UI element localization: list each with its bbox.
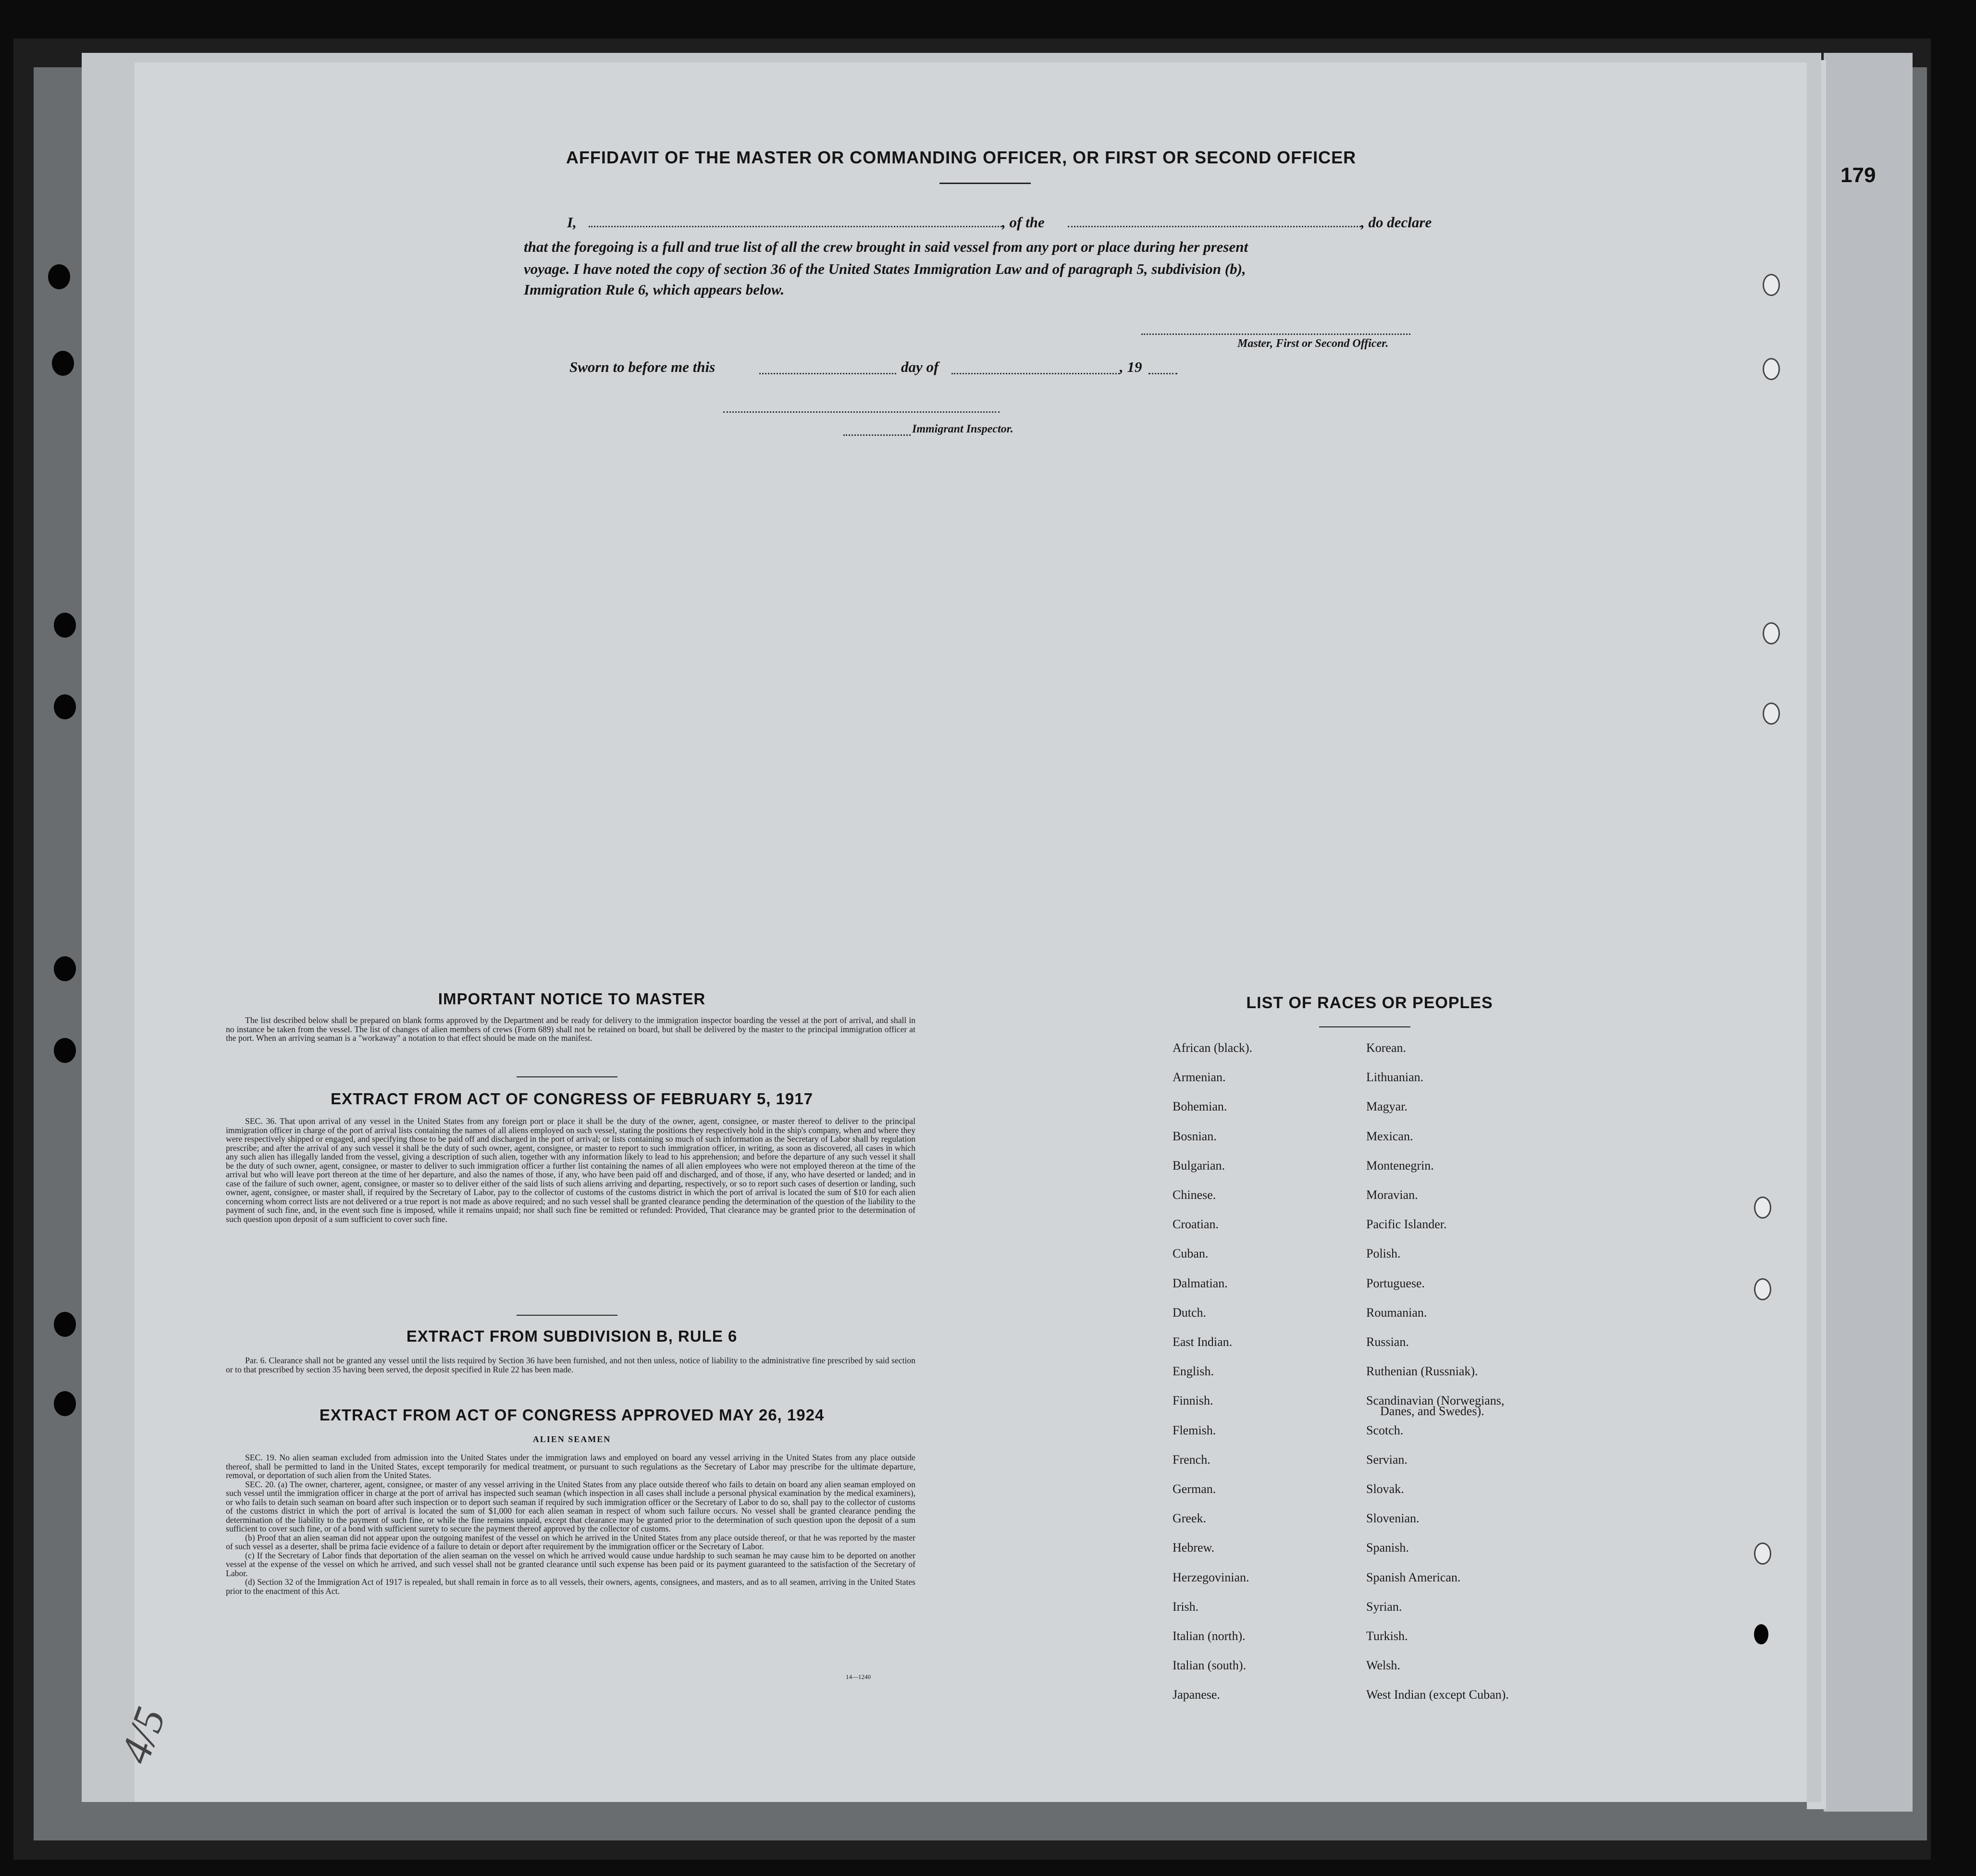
race-item: Herzegovinian. [1173, 1570, 1249, 1584]
race-item: Croatian. [1173, 1217, 1219, 1232]
form-number: 14—1240 [846, 1673, 871, 1680]
race-item: Bulgarian. [1173, 1158, 1225, 1172]
binder-hole [54, 613, 76, 638]
inspector-caption: Immigrant Inspector. [912, 423, 1013, 435]
race-item: Japanese. [1173, 1688, 1220, 1702]
affidavit-line-3: voyage. I have noted the copy of section 36 of the United States Immigration Law and of paragraph 5, subdivision (b), [524, 260, 1246, 277]
race-item: Turkish. [1366, 1629, 1408, 1643]
binder-hole [1754, 1624, 1768, 1644]
handwritten-note: 4/5 [111, 1701, 175, 1770]
race-item: Dutch. [1173, 1305, 1207, 1320]
binder-hole [1763, 358, 1780, 380]
race-item: English. [1173, 1364, 1214, 1379]
extract-rule6-heading: EXTRACT FROM SUBDIVISION B, RULE 6 [406, 1327, 738, 1345]
binder-hole [54, 1312, 76, 1337]
race-item: Moravian. [1366, 1188, 1418, 1202]
race-item: Welsh. [1366, 1658, 1400, 1673]
extract-1924-body [226, 1453, 915, 1595]
notice-body: The list described below shall be prepared on blank forms approved by the Department and be ready for delivery to the immigration inspector boarding the vessel at the port of arrival, and shall in no instance be taken from the vessel. The list of changes of alien members of crews (Form 689) shall not be retained on board, but shall be delivered by the master to the principal immigration officer at the port. When an arriving seaman is a "workaway" a notation to that effect should be made on the manifest. [226, 1015, 915, 1043]
sworn-text: Sworn to before me this [569, 358, 716, 375]
race-item: Syrian. [1366, 1599, 1402, 1614]
race-item: Portuguese. [1366, 1276, 1425, 1290]
binder-hole [1763, 703, 1780, 725]
binder-hole [1763, 622, 1780, 644]
title-rule [939, 183, 1031, 184]
race-item: Italian (north). [1173, 1629, 1246, 1643]
binder-hole [54, 1038, 76, 1063]
race-item: Scotch. [1366, 1423, 1404, 1437]
race-item: Hebrew. [1173, 1541, 1215, 1555]
sworn-year: , 19 [1120, 358, 1142, 375]
race-item: Dalmatian. [1173, 1276, 1228, 1290]
master-signature-line[interactable] [1141, 333, 1410, 335]
race-item: Slovenian. [1366, 1511, 1420, 1526]
binder-hole [54, 956, 76, 981]
race-item: Spanish. [1366, 1541, 1409, 1555]
race-item: Bohemian. [1173, 1099, 1227, 1114]
race-item: Polish. [1366, 1247, 1401, 1261]
page-edge-strip [1824, 53, 1913, 1812]
race-item: Lithuanian. [1366, 1070, 1424, 1085]
master-signature-caption: Master, First or Second Officer. [1237, 337, 1389, 350]
race-item: French. [1173, 1452, 1210, 1467]
race-item: Korean. [1366, 1041, 1407, 1055]
vessel-blank[interactable] [1068, 226, 1361, 227]
day-blank[interactable] [759, 373, 896, 374]
affidavit-line-1-end: , do declare [1361, 214, 1432, 231]
race-item: Magyar. [1366, 1099, 1408, 1114]
affidavit-line-1-start: I, [567, 214, 577, 231]
race-item: Spanish American. [1366, 1570, 1461, 1584]
race-item: Chinese. [1173, 1188, 1216, 1202]
race-item: East Indian. [1173, 1335, 1233, 1349]
race-item: Greek. [1173, 1511, 1207, 1526]
binder-hole [54, 1391, 76, 1416]
extract-1924-paragraph: SEC. 19. No alien seaman excluded from admission into the United States under the immigration laws and employed on board any vessel arriving in the United States from any place outside thereof, shall be permitted to land in the United States, except temporarily for medical treatment, or pursuant to such regulations as the Secretary of Labor may prescribe for the ultimate departure, removal, or deportation of such alien from the United States. [226, 1453, 915, 1480]
race-item: Irish. [1173, 1599, 1199, 1614]
affidavit-line-4: Immigration Rule 6, which appears below. [524, 281, 785, 298]
month-blank[interactable] [951, 373, 1120, 374]
inspector-caption-leader [843, 434, 911, 436]
race-item-continuation: Danes, and Swedes). [1380, 1404, 1484, 1418]
binder-hole [1754, 1197, 1771, 1219]
extract-1917-heading: EXTRACT FROM ACT OF CONGRESS OF FEBRUARY 5, 1917 [331, 1090, 813, 1108]
race-item: Armenian. [1173, 1070, 1226, 1085]
race-item: Pacific Islander. [1366, 1217, 1447, 1232]
extract-1924-heading: EXTRACT FROM ACT OF CONGRESS APPROVED MAY 26, 1924 [319, 1406, 825, 1424]
section-rule [517, 1076, 618, 1077]
race-item: Montenegrin. [1366, 1158, 1434, 1172]
page-number: 179 [1840, 163, 1876, 187]
race-item: Slovak. [1366, 1482, 1404, 1496]
binder-hole [1754, 1543, 1771, 1565]
race-item: Scandinavian (Norwegians, [1366, 1394, 1505, 1408]
affidavit-title: AFFIDAVIT OF THE MASTER OR COMMANDING OFFICER, OR FIRST OR SECOND OFFICER [566, 148, 1357, 167]
binder-hole [48, 264, 70, 289]
section-rule [517, 1315, 618, 1316]
extract-1917-body: SEC. 36. That upon arrival of any vessel in the United States from any foreign port or place it shall be the duty of the owner, agent, consignee, or master thereof to deliver to the principal immigration officer in charge of the port of arrival lists containing the names of all aliens employed on such vessel, stating the positions they respectively hold in the ship's company, when and where they were respectively shipped or engaged, and specifying those to be paid off and discharged in the port of arrival; or lists containing so much of such information as the Secretary of Labor shall by regulation prescribe; and after the arrival of any such vessel it shall be the duty of such owner, agent, consignee, or master to report to such immigration officer, in writing, as soon as discovered, all cases in which any such alien has illegally landed from the vessel, giving a description of such alien, together with any information likely to lead to his apprehension; and before the departure of any such vessel it shall be the duty of such owner, agent, consignee, or master to deliver to such immigration officer a further list containing the names of all alien employees who were not employed thereon at the time of the arrival but who will leave port thereon at the time of her departure, and also the names of those, if any, who have been paid off and discharged, and of those, if any, who have deserted or landed; and in case of the failure of such owner, agent, consignee, or master so to deliver either of the said lists of such aliens arriving and departing, respectively, or so to report such cases of desertion or landing, such owner, agent, consignee, or master shall, if required by the Secretary of Labor, pay to the collector of customs of the customs district in which the port of arrival is located the sum of $10 for each alien concerning whom correct lists are not delivered or a true report is not made as above required; and no such vessel shall be granted clearance pending the determination of the question of the liability to the payment of such fine, and, in the event such fine is imposed, while it remains unpaid; nor shall such fine be remitted or refunded: Provided, That clearance may be granted prior to the determination of such question upon deposit of a sum sufficient to cover such fine. [226, 1116, 915, 1224]
race-item: Flemish. [1173, 1423, 1216, 1437]
extract-1924-paragraph: (b) Proof that an alien seaman did not appear upon the outgoing manifest of the vessel on which he arrived in the United States from any place outside thereof, or that he was reported by the master of such vessel as a deserter, shall be prima facie evidence of a failure to detain or deport after requirement by the immigration officer or the Secretary of Labor. [226, 1532, 915, 1551]
affidavit-line-2: that the foregoing is a full and true list of all the crew brought in said vessel from any port or place during her present [524, 238, 1248, 255]
extract-rule6-body: Par. 6. Clearance shall not be granted any vessel until the lists required by Section 36 have been furnished, and not then unless, notice of liability to the administrative fine prescribed by said section or to that prescribed by section 35 having been served, the deposit specified in Rule 22 has been made. [226, 1356, 915, 1374]
sworn-day-of: day of [901, 358, 939, 375]
binder-hole [54, 694, 76, 719]
race-item: Roumanian. [1366, 1305, 1427, 1320]
race-item: Cuban. [1173, 1247, 1209, 1261]
races-heading: LIST OF RACES OR PEOPLES [1246, 994, 1493, 1012]
binder-hole [52, 351, 74, 376]
race-item: West Indian (except Cuban). [1366, 1688, 1509, 1702]
notice-heading: IMPORTANT NOTICE TO MASTER [438, 990, 706, 1008]
binder-hole [1754, 1278, 1771, 1300]
extract-1924-paragraph: SEC. 20. (a) The owner, charterer, agent, consignee, or master of any vessel arriving in the United States from any place outside thereof who fails to detain on board any alien seaman employed on such vessel until the immigration officer in charge at the port of arrival has inspected such seaman (which inspection in all cases shall include a personal physical examination by the medical examiners), or who fails to detain such seaman on board after such inspection or to deport such seaman if required by such immigration officer or the Secretary of Labor to do so, shall pay to the collector of customs of the customs district in which the port of arrival is located the sum of $1,000 for each alien seaman in respect of whom such failure occurs. No vessel shall be granted clearance pending the determination of the liability to the payment of such fine, or while the fine remains unpaid, except that clearance may be granted prior to the determination of such question upon the deposit of a sum sufficient to cover such fine, or of a bond with sufficient surety to secure the payment thereof approved by the collector of customs. [226, 1479, 915, 1533]
race-item: Bosnian. [1173, 1129, 1217, 1143]
extract-1924-subheading: ALIEN SEAMEN [532, 1434, 611, 1444]
race-item: Servian. [1366, 1452, 1408, 1467]
race-item: Ruthenian (Russniak). [1366, 1364, 1478, 1379]
race-item: African (black). [1173, 1041, 1253, 1055]
race-item: Italian (south). [1173, 1658, 1247, 1673]
name-blank[interactable] [589, 226, 1002, 227]
extract-1924-paragraph: (c) If the Secretary of Labor finds that deportation of the alien seaman on the vessel on which he arrived would cause undue hardship to such seaman he may cause him to be deported on another vessel at the expense of the vessel on which he arrived, and such vessel shall not be granted clearance until such expense has been paid or its payment guaranteed to the satisfaction of the Secretary of Labor. [226, 1550, 915, 1578]
affidavit-line-1-mid: , of the [1002, 214, 1045, 231]
race-item: German. [1173, 1482, 1216, 1496]
races-heading-rule [1319, 1026, 1410, 1027]
year-blank[interactable] [1149, 373, 1177, 374]
extract-1924-paragraph: (d) Section 32 of the Immigration Act of 1917 is repealed, but shall remain in force as to all vessels, their owners, agents, consignees, and masters, and as to all seamen, arriving in the United States prior to the enactment of this Act. [226, 1577, 915, 1596]
race-item: Russian. [1366, 1335, 1409, 1349]
inspector-signature-line[interactable] [723, 411, 1000, 413]
race-item: Finnish. [1173, 1394, 1213, 1408]
race-item: Mexican. [1366, 1129, 1413, 1143]
binder-hole [1763, 274, 1780, 296]
